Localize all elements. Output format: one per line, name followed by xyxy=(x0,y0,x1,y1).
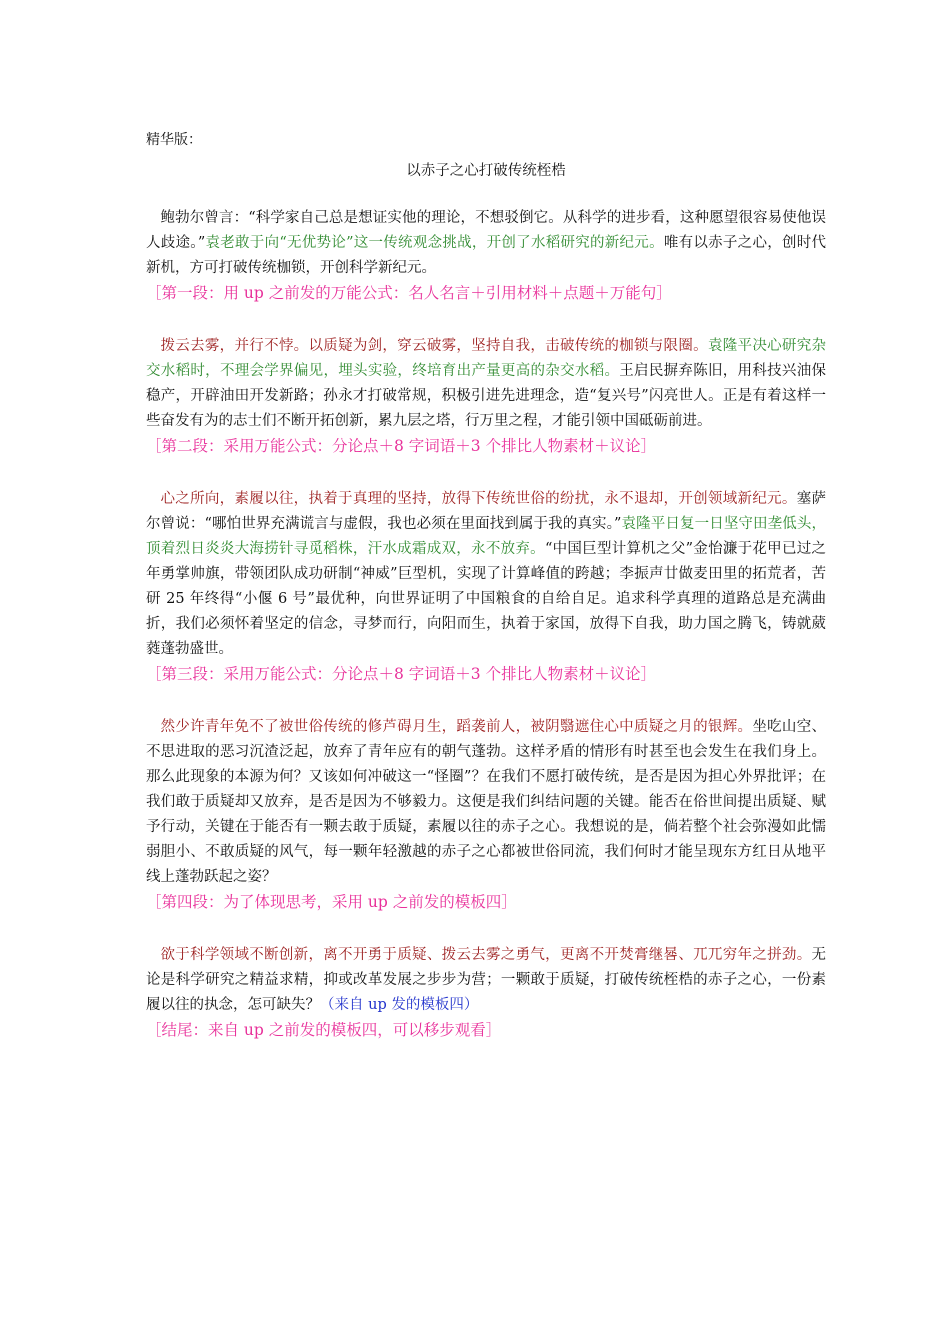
p4-subpoint: 然少许青年免不了被世俗传统的修芦碍月生，蹈袭前人，被阴翳遮住心中质疑之月的银辉。 xyxy=(160,719,753,735)
p4-argument: 坐吃山空、不思进取的恶习沉渣泛起，放弃了青年应有的朝气蓬勃。这样矛盾的情形有时甚至也会发生在我们身上。那么此现象的本源为何？又该如何冲破这一“怪圈”？在我们不愿打破传统，是否是因为担心外界批评；在我们敢于质疑却又放弃，是否是因为不够毅力。这便是我们纠结问题的关键。能否在俗世间提出质疑、赋予行动，关键在于能否有一颗去敢于质疑，素履以往的赤子之心。我想说的是，倘若整个社会弥漫如此懦弱胆小、不敢质疑的风气，每一颗年轻激越的赤子之心都被世俗同流，我们何时才能呈现东方红日从地平线上蓬勃跃起之姿？ xyxy=(146,719,827,885)
p2-subpoint: 拨云去雾，并行不悖。以质疑为剑，穿云破雾，坚持自我，击破传统的枷锁与限圈。 xyxy=(160,338,708,354)
p2-material: 袁隆平决心研究杂交水稻时，不理会学界偏见，埋头实验，终培育出产量更高的杂交水稻。 xyxy=(146,338,827,379)
p5-source-note: （来自 up 发的模板四） xyxy=(320,997,479,1013)
p5-argument: 无论是科学研究之精益求精，抑或改革发展之步步为营；一颗敢于质疑，打破传统桎梏的赤子之心，一份素履以往的执念，怎可缺失？ xyxy=(146,947,826,1013)
p3-annotation: ［第三段：采用万能公式：分论点＋8 字词语＋3 个排比人物素材＋议论］ xyxy=(146,665,657,683)
p2-argument: 王启民摒弃陈旧，用科技兴油保稳产，开辟油田开发新路；孙永才打破常规，积极引进先进理念，造“复兴号”闪亮世人。正是有着这样一些奋发有为的志士们不断开拓创新，累九层之塔，行万里之程，才能引领中国砥砺前进。 xyxy=(146,363,827,429)
p3-material: 袁隆平日复一日坚守田垄低头，顶着烈日炎炎大海捞针寻觅稻株，汗水成霜成双，永不放弃。 xyxy=(146,516,827,557)
paragraph-1 xyxy=(146,206,826,281)
paragraph-2 xyxy=(146,334,826,434)
essay-title: 以赤子之心打破传统桎梏 xyxy=(406,163,566,179)
p3-quote: 塞萨尔曾说：“哪怕世界充满谎言与虚假，我也必须在里面找到属于我的真实。” xyxy=(146,491,826,532)
p4-annotation: ［第四段：为了体现思考，采用 up 之前发的模板四］ xyxy=(146,893,517,911)
p5-annotation: ［结尾：来自 up 之前发的模板四，可以移步观看］ xyxy=(146,1021,502,1039)
document-page xyxy=(146,128,826,1043)
p1-quote: 鲍勃尔曾言：“科学家自己总是想证实他的理论，不想驳倒它。从科学的进步看，这种愿望很容易使他误人歧途。” xyxy=(146,210,826,251)
p2-annotation: ［第二段：采用万能公式：分论点＋8 字词语＋3 个排比人物素材＋议论］ xyxy=(146,437,657,455)
p3-argument: “中国巨型计算机之父”金怡濂于花甲已过之年勇掌帅旗，带领团队成功研制“神威”巨型机，实现了计算峰值的跨越；李振声廿做麦田里的拓荒者，苦研 25 年终得“小偃 6 号”最优种，向世界证明了中国粮食的自给自足。追求科学真理的道路总是充满曲折，我们必须怀着坚定的信念，寻梦而行，向阳而生，执着于家国，放得下自我，助力国之腾飞，铸就葳蕤蓬勃盛世。 xyxy=(146,541,826,657)
paragraph-3 xyxy=(146,487,826,662)
p3-subpoint: 心之所向，素履以往，执着于真理的坚持，放得下传统世俗的纷扰，永不退却，开创领域新纪元。 xyxy=(160,491,797,507)
p5-subpoint: 欲于科学领域不断创新，离不开勇于质疑、拨云去雾之勇气，更离不开焚膏继晷、兀兀穷年之拼劲。 xyxy=(160,947,812,963)
version-label: 精华版： xyxy=(146,132,202,148)
paragraph-5 xyxy=(146,943,826,1018)
p1-annotation: ［第一段：用 up 之前发的万能公式：名人名言＋引用材料＋点题＋万能句］ xyxy=(146,284,672,302)
paragraph-4 xyxy=(146,715,826,890)
p1-thesis: 唯有以赤子之心，创时代新机，方可打破传统枷锁，开创科学新纪元。 xyxy=(146,235,827,276)
p1-material: 袁老敢于向“无优势论”这一传统观念挑战，开创了水稻研究的新纪元。 xyxy=(205,235,664,251)
